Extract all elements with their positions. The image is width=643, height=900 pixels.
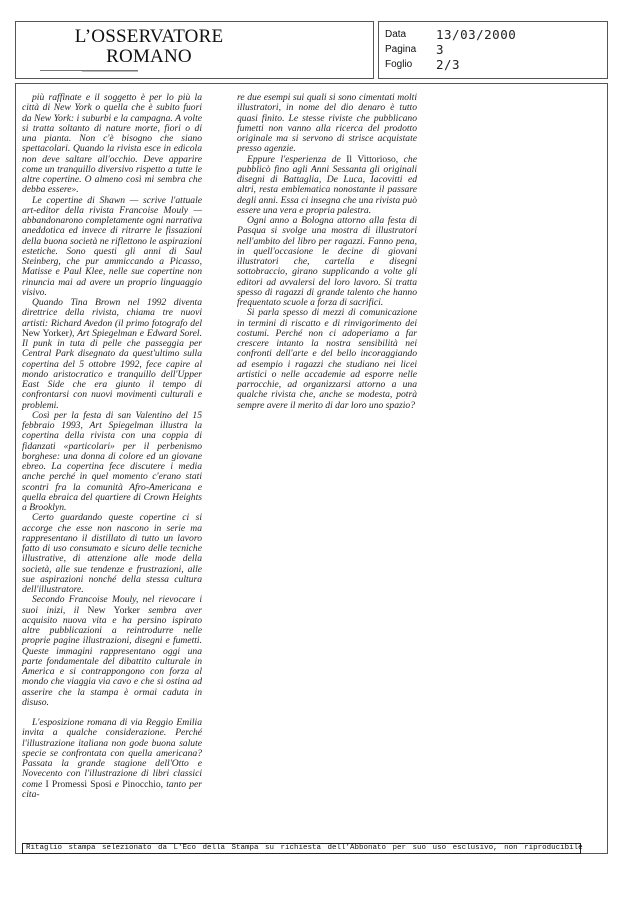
clipping-meta: [385, 27, 516, 72]
newspaper-masthead: [49, 27, 249, 67]
title-reference: Il Vittorioso: [346, 153, 396, 165]
masthead-box: [15, 21, 374, 79]
article-paragraph: [22, 513, 202, 595]
paragraph-text: Quando Tina Brown nel 1992 diventa direttrice della rivista, chiama tre nuovi artisti: Richard Avedon (il primo fotografo del: [22, 297, 202, 329]
paragraph-text: , tanto per cita-: [22, 778, 202, 800]
paragraph-text: , che pubblicò fino agli Anni Sessanta gli originali disegni di Battaglia, De Luca, Iacovitti ed altri, resta emblematica nonostante il passare degli anni. Essa ci insegna che una rivista può essere una vera e propria palestra.: [237, 153, 417, 216]
article-paragraph: [237, 308, 417, 411]
meta-row-date: [385, 27, 516, 42]
paragraph-text: Eppure l'esperienza de: [247, 153, 347, 165]
paragraph-text: L'esposizione romana di via Reggio Emilia invita a qualche considerazione. Perché l'illustrazione italiana non gode buona salute specie se confrontata con quella americana? Passata la grande stagione dell'Otto e Novecento con l'illustrazione di libri classici come: [22, 717, 202, 790]
meta-label: Pagina: [385, 44, 417, 55]
article-paragraph: [22, 298, 202, 411]
paragraph-text: Secondo Francoise Mouly, nel rievocare i suoi inizi, il: [22, 594, 202, 616]
paragraph-text: ), Art Spiegelman e Edward Sorel. Il punk in tuta di pelle che passeggia per Central Park disegnato da quest'ultimo sulla copertina del 5 ottobre 1992, fece capire al mondo aristocratico e tranquillo dell'Upper East Side che era giunto il tempo di confrontarsi con nuovi movimenti culturali e problemi.: [22, 327, 202, 411]
title-reference: New Yorker: [22, 327, 69, 339]
meta-row-sheet: [385, 57, 516, 72]
article-paragraph: [22, 196, 202, 299]
meta-value-date: 13/03/2000: [436, 27, 517, 42]
paragraph-text: Le copertine di Shawn — scrive l'attuale art-editor della rivista Francoise Mouly — abbandonarono completamente ogni narrativa aneddotica ed invece di ritrarre le fissazioni della buona società ne riflettono le aspirazioni estetiche. Sono questi gli anni di Saul Steinberg, che pur ammiccando a Picasso, Matisse e Paul Klee, nelle sue copertine non rinuncia mai ad avere un proprio linguaggio visivo.: [22, 194, 202, 298]
paragraph-text: Si parla spesso di mezzi di comunicazione in termini di riscatto e di rinvigorimento dei costumi. Perché non ci adoperiamo a far crescere intanto la nostra sensibilità nei confronti dell'arte e del bello incoraggiando ad esempio i ragazzi che studiano nei licei artistici o nelle accademie ad esporre nelle parrocchie, ad organizzarsi attorno a una qualche rivista che, anche se modesta, potrà sempre avere il merito di dar loro uno spazio?: [237, 307, 417, 411]
article-column-right: [237, 93, 417, 411]
paragraph-text: re due esempi sui quali si sono cimentati molti illustratori, in nome del dio denaro è tutto quasi finito. Le stesse riviste che pubblicano fumetti non vanno alla ricerca del prodotto originale ma si servono di strisce acquistate presso agenzie.: [237, 92, 417, 155]
meta-label: Foglio: [385, 59, 413, 70]
clipping-notice: Ritaglio stampa selezionato da L'Eco della Stampa su richiesta dell'Abbonato per suo uso esclusivo, non riproducibile: [22, 843, 581, 854]
article-paragraph: [22, 595, 202, 708]
article-paragraph: [237, 216, 417, 308]
title-reference: Pinocchio: [122, 778, 161, 790]
paragraph-text: Certo guardando queste copertine ci si accorge che esse non nascono in serie ma rappresentano il distillato di tutto un lavoro fatto di uso consumato e sicuro delle tecniche illustrative, di attenzione alle mode della società, alle sue tendenze e frustrazioni, alle sue aspirazioni nonché della stessa cultura dell'illustratore.: [22, 512, 202, 595]
meta-value-page: 3: [436, 42, 445, 57]
paragraph-text: e: [111, 778, 123, 790]
article-paragraph: [237, 93, 417, 155]
paragraph-text: Ogni anno a Bologna attorno alla festa di Pasqua si svolge una mostra di illustratori nell'ambito del libro per ragazzi. Fanno pena, in quell'occasione le decine di giovani illustratori che, cartella e disegni sottobraccio, girano supplicando a volte gli editori ad avvalersi del loro lavoro. Si tratta spesso di ragazzi di grande talento che hanno frequentato scuole a forza di sacrifici.: [237, 215, 417, 308]
article-paragraph: [237, 155, 417, 217]
paragraph-text: più raffinate e il soggetto è per lo più la città di New York o quella che è subito fuori da New York: i suburbi e la campagna. A volte si tratta soltanto di nature morte, fiori o di una pianta. Non c'è bisogno che siano spettacolari. Quando la rivista esce in edicola non deve saltare all'occhio. Deve apparire come un tranquillo diversivo rispetto a tutte le altre copertine. O almeno così mi sembra che debba essere».: [22, 92, 202, 196]
meta-row-page: [385, 42, 516, 57]
paragraph-text: Così per la festa di san Valentino del 15 febbraio 1993, Art Spiegelman illustra la copertina della rivista con una coppia di fidanzati «particolari» per il perbenismo borghese: una donna di colore ed un giovane ebreo. La copertina fece discutere i media anche perché in quel momento c'erano stati scontri fra la comunità Afro-Americana e quella ebraica del quartiere di Crown Heights a Brooklyn.: [22, 409, 202, 513]
article-paragraph: [22, 718, 202, 800]
title-reference: I Promessi Sposi: [45, 778, 112, 790]
masthead-line-1: L’OSSERVATORE: [74, 26, 224, 47]
paragraph-text: sembra aver acquisito nuova vita e ha persino ispirato altre pubblicazioni a reintrodurre nelle proprie pagine illustrazioni, disegni e fumetti. Queste immagini rappresentano oggi una parte fondamentale del dibattito culturale in America e si contrappongono con forza al mondo che viaggia via cavo e che si ostina ad asserire che la stampa è ormai caduta in disuso.: [22, 604, 202, 708]
meta-value-sheet: 2/3: [436, 57, 461, 72]
article-box: [15, 83, 608, 854]
article-column-left: [22, 93, 202, 800]
clipping-meta-box: [378, 21, 608, 79]
article-paragraph: [22, 93, 202, 196]
meta-label: Data: [385, 29, 407, 40]
masthead-underline-accent: [82, 71, 138, 72]
article-paragraph: [22, 411, 202, 514]
masthead-line-2: ROMANO: [106, 46, 192, 67]
title-reference: New Yorker: [87, 604, 140, 616]
